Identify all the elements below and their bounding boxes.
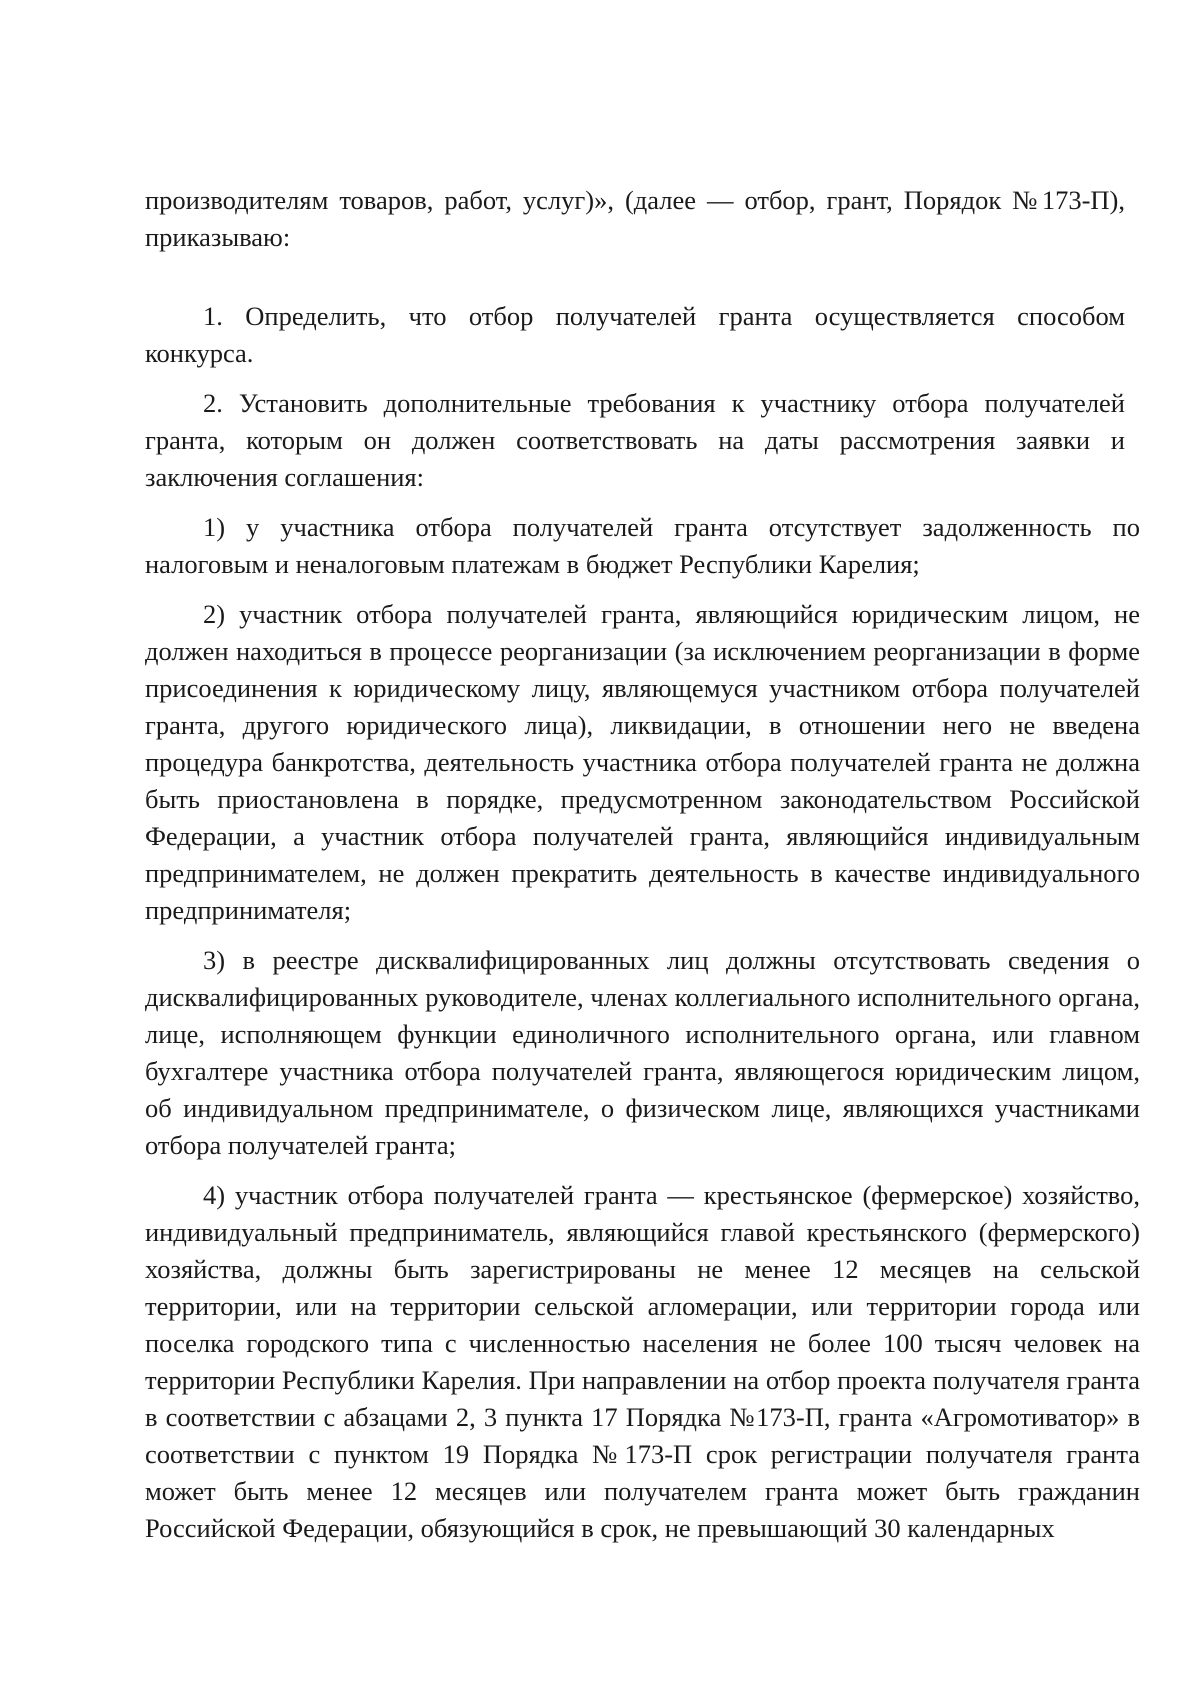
requirement-4: 4) участник отбора получателей гранта — крестьянское (фермерское) хозяйство, индивидуальный предприниматель, являющийся главой крестьянского (фермерского) хозяйства, должны быть зарегистрированы не менее 12 месяцев на сельской территории, или на территории сельской агломерации, или территории города или поселка городского типа с численностью населения не более 100 тысяч человек на территории Республики Карелия. При направлении на отбор проекта получателя гранта в соответствии с абзацами 2, 3 пункта 17 Порядка №173-П, гранта «Агромотиватор» в соответствии с пунктом 19 Порядка №173-П срок регистрации получателя гранта может быть менее 12 месяцев или получателем гранта может быть гражданин Российской Федерации, обязующийся в срок, не превышающий 30 календарных	[145, 1180, 1140, 1543]
requirement-2: 2) участник отбора получателей гранта, являющийся юридическим лицом, не должен находиться в процессе реорганизации (за исключением реорганизации в форме присоединения к юридическому лицу, являющемуся участником отбора получателей гранта, другого юридического лица), ликвидации, в отношении него не введена процедура банкротства, деятельность участника отбора получателей гранта не должна быть приостановлена в порядке, предусмотренном законодательством Российской Федерации, а участник отбора получателей гранта, являющийся индивидуальным предпринимателем, не должен прекратить деятельность в качестве индивидуального предпринимателя;	[145, 599, 1140, 925]
intro-paragraph	[145, 182, 1125, 256]
paragraph-1: 1. Определить, что отбор получателей гранта осуществляется способом конкурса.	[145, 301, 1125, 368]
requirement-1: 1) у участника отбора получателей гранта отсутствует задолженность по налоговым и неналоговым платежам в бюджет Республики Карелия;	[145, 512, 1140, 579]
order-body	[145, 298, 1140, 1560]
paragraph-2: 2. Установить дополнительные требования к участнику отбора получателей гранта, которым он должен соответствовать на даты рассмотрения заявки и заключения соглашения:	[145, 388, 1125, 492]
intro-text: производителям товаров, работ, услуг)», (далее — отбор, грант, Порядок №173-П), приказываю:	[145, 185, 1125, 252]
requirement-3: 3) в реестре дисквалифицированных лиц должны отсутствовать сведения о дисквалифицированных руководителе, членах коллегиального исполнительного органа, лице, исполняющем функции единоличного исполнительного органа, или главном бухгалтере участника отбора получателей гранта, являющегося юридическим лицом, об индивидуальном предпринимателе, о физическом лице, являющихся участниками отбора получателей гранта;	[145, 945, 1140, 1160]
